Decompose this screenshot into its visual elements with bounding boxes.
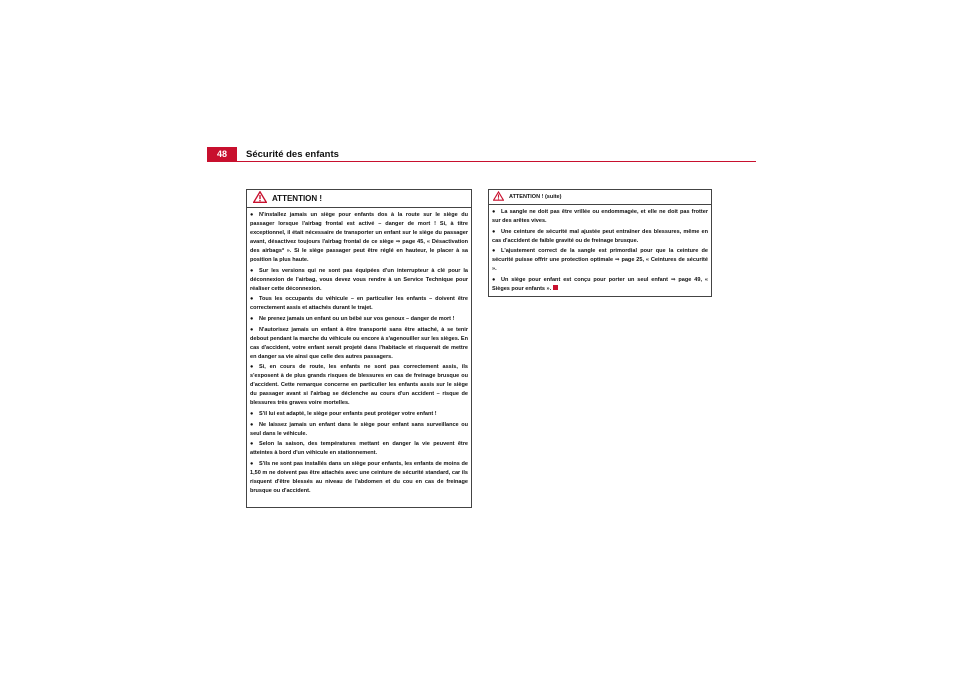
warning-bullet <box>250 211 468 265</box>
warning-bullet <box>492 276 708 294</box>
warning-bullet <box>250 326 468 362</box>
bullet-icon: ● <box>250 460 254 467</box>
warning-bullet <box>250 363 468 408</box>
warning-bullet <box>250 267 468 294</box>
bullet-text: N'installez jamais un siège pour enfants dos à la route sur le siège du passager lorsque l'airbag frontal est activé – danger de mort ! Si, à titre exceptionnel, il était nécessaire de transporter un enfant sur le siège du passager avant, désactivez toujours l'airbag frontal de ce siège ⇒ page 45, « Désactivation des airbags* ». Si le siège passager peut être réglé en hauteur, le placer à sa position la plus haute. <box>250 212 468 264</box>
bullet-text: Un siège pour enfant est conçu pour porter un seul enfant ⇒ page 49, « Sièges pour enfants ». <box>492 276 708 292</box>
bullet-text: Sur les versions qui ne sont pas équipées d'un interrupteur à clé pour la déconnexion de l'airbag, vous devez vous rendre à un Service Technique pour réaliser cette déconnexion. <box>250 267 468 292</box>
section-title: Sécurité des enfants <box>246 149 339 160</box>
warning-bullet <box>250 440 468 458</box>
warning-bullet <box>492 228 708 246</box>
warning-box-header <box>489 190 711 205</box>
warning-triangle-icon <box>493 188 504 206</box>
bullet-text: Ne prenez jamais un enfant ou un bébé sur vos genoux – danger de mort ! <box>259 316 455 323</box>
bullet-icon: ● <box>250 316 254 323</box>
warning-box-header <box>247 190 471 208</box>
bullet-text: Selon la saison, des températures mettant en danger la vie peuvent être atteintes à bord d'un véhicule en stationnement. <box>250 441 468 457</box>
bullet-text: N'autorisez jamais un enfant à être transporté sans être attaché, à se tenir debout pendant la marche du véhicule ou encore à s'agenouiller sur les sièges. En cas d'accident, votre enfant serait projeté dans l'habitacle et risquerait de mettre en danger sa vie ainsi que celle des autres passagers. <box>250 326 468 360</box>
bullet-icon: ● <box>250 410 254 417</box>
warning-triangle-icon <box>253 190 267 208</box>
bullet-icon: ● <box>250 267 254 274</box>
warning-bullet <box>250 295 468 313</box>
warning-bullet <box>492 247 708 274</box>
end-of-section-icon <box>553 285 558 290</box>
warning-title: ATTENTION ! (suite) <box>509 194 562 200</box>
warning-bullet <box>250 315 468 324</box>
warning-bullet <box>250 421 468 439</box>
bullet-text: Si, en cours de route, les enfants ne sont pas correctement assis, ils s'exposent à de plus grands risques de blessures en cas de freinage brusque ou d'accident. Cette remarque concerne en particulier les enfants assis sur le siège du passager avant si l'airbag se déclenche au cours d'un accident – risque de blessures très graves voire mortelles. <box>250 364 468 407</box>
bullet-icon: ● <box>492 228 496 235</box>
bullet-text: L'ajustement correct de la sangle est primordial pour que la ceinture de sécurité puisse offrir une protection optimale ⇒ page 25, « Ceintures de sécurité ». <box>492 248 708 273</box>
bullet-text: Une ceinture de sécurité mal ajustée peut entraîner des blessures, même en cas d'accident de faible gravité ou de freinage brusque. <box>492 228 708 244</box>
warning-box <box>246 189 472 508</box>
warning-bullet <box>250 410 468 419</box>
bullet-icon: ● <box>492 209 496 215</box>
bullet-text: S'il lui est adapté, le siège pour enfants peut protéger votre enfant ! <box>259 410 437 417</box>
page-header <box>207 147 756 162</box>
bullet-icon: ● <box>492 276 496 283</box>
bullet-text: S'ils ne sont pas installés dans un siège pour enfants, les enfants de moins de 1,50 m ne doivent pas être attachés avec une ceinture de sécurité standard, car ils risquent d'être blessés au niveau de l'abdomen et du cou en cas de freinage brusque ou d'accident. <box>250 460 468 494</box>
warning-box-body <box>247 208 471 496</box>
warning-box-body <box>489 205 711 294</box>
page-number: 48 <box>207 147 237 162</box>
bullet-icon: ● <box>492 248 496 255</box>
warning-bullet <box>250 460 468 496</box>
bullet-icon: ● <box>250 326 254 333</box>
bullet-icon: ● <box>250 441 254 448</box>
bullet-text: La sangle ne doit pas être vrillée ou endommagée, et elle ne doit pas frotter sur des arêtes vives. <box>492 209 708 225</box>
bullet-icon: ● <box>250 296 254 303</box>
header-rule <box>207 161 756 162</box>
warning-title: ATTENTION ! <box>272 194 323 203</box>
bullet-icon: ● <box>250 212 254 218</box>
bullet-icon: ● <box>250 421 254 428</box>
warning-bullet <box>492 208 708 226</box>
warning-box-continued <box>488 189 712 297</box>
bullet-text: Tous les occupants du véhicule – en particulier les enfants – doivent être correctement assis et attachés durant le trajet. <box>250 296 468 312</box>
bullet-icon: ● <box>250 364 254 371</box>
bullet-text: Ne laissez jamais un enfant dans le siège pour enfant sans surveillance ou seul dans le véhicule. <box>250 421 468 437</box>
